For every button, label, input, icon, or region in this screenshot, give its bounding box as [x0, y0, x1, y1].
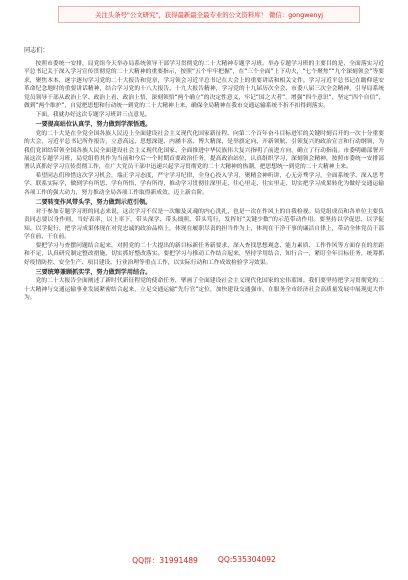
qq-group-number: QQ群：31991489: [132, 556, 198, 565]
paragraph: 希望同志们珍惜这次学习机会，端正学习态度，严守学习纪律，全身心投入学习，聚精会神听讲，心无旁骛学习，全面系统学、深入思考学、联系实际学，做到学有所思、学有所悟、学有所得，推动学习贯彻往深里走、往心里走、往实里走，切实把学习成果转化为做好交通运输各项工作的强大动力，努力推动全局各项工作取得新成效、迈上新台阶。: [24, 172, 384, 196]
promo-banner-text: 关注头条号"公文研究"，获得最新最全最专业的公文资料库！ 微信：gongwenyj: [94, 11, 324, 19]
document-page: [24, 46, 384, 546]
section-heading-2: 二要转变作风带头学，努力做到示范引领。: [35, 199, 152, 207]
paragraph: 要把学习与查摆问题结合起来，对照党的二十大提出的新目标新任务新要求，深入查找思想观念、能力素质、工作作风等方面存在的差距和不足，认真研究制定整改措施，切实抓好整改落实。要把学习与推动工作结合起来，坚持学用结合、知行合一，紧盯全年目标任务，统筹抓好疫情防控、安全生产、项目建设、行业治理等重点工作，以实际行动和工作成效检验学习效果。: [24, 242, 384, 266]
footer-contact: [0, 555, 408, 569]
qq-number: QQ:535304092: [217, 555, 276, 564]
paragraph: 按照市委统一安排，局党组今天举办局系统领导干部学习贯彻党的二十大精神专题学习班。举办专题学习班的主要目的是，全面落实习近平总书记关于深入学习宣传贯彻党的二十大精神的重要指示，按照“五个牢牢把握”，在“三个全面”上下功夫，“七个聚焦”“九个深刻领会”等要求，聚焦本本，逐字逐句学习党的二十大报告和党章，学习领会习近平总书记在大会上的重要讲话和相关文件。学习习近平总书记在瞻仰延安革命纪念地时的重要讲话精神，结合学习党的十八大报告、十九大报告精神，学习党的十九届历次全会、市委八届三次全会精神，引导局系统党员领导干部从政治上学、政治上看、政治上悟，深刻领悟“两个确立”的决定性意义，牢记“国之大者”，增强“四个意识”、坚定“四个自信”、做到“两个维护”，自觉把思想和行动统一到党的二十大精神上来，确保全局精神在我市交通运输系统不折不扣得到落实。: [24, 61, 384, 110]
paragraph: 对于参加专题学习班的同志来说，这次学习不仅是一次触及灵魂的内心洗礼，也是一次在作风上的自我检视。局党组成员和各单位主要负责同志要以身作则，当好表率，以上率下，带头深学、带头细照、带头笃行，发挥好“关键少数”的示范带动作用。要坚持以学促思、以学促知、以学促行，把学习成果体现在对党忠诚的政治品格上，体现在履职尽责的担当作为上，体现在干净干事的廉洁自律上，带动全体党员干部学在前、干在前。: [24, 208, 384, 241]
section-heading-1: 一要提高站位认真学，努力做到学深悟透。: [35, 121, 152, 129]
paragraph: 党的二十大报告全面阐述了新时代新征程党的使命任务，擘画了全面建设社会主义现代化国家的宏伟蓝图。我们要坚持把学习贯彻党的二十大精神与交通运输事业发展紧密结合起来，立足交通运输“先行官”定位，加快建设交通强市，在服务全市经济社会高质量发展中展现更大作为。: [24, 278, 384, 302]
section-heading-3: 三要统筹兼顾抓实学，努力做到学用结合。: [35, 268, 152, 276]
salutation: 同志们：: [24, 47, 49, 54]
paragraph: 党的二十大是在全党全国各族人民迈上全面建设社会主义现代化国家新征程、向第二个百年奋斗目标进军的关键时刻召开的一次十分重要的大会，习近平总书记所作报告，立意高远、思想深邃、内涵丰富、博大精深，是举旗定向、开新领航、引领复兴的政治宣言和行动纲领，为我们党团结带领全国各族人民全面建设社会主义现代化国家、全面推进中华民族伟大复兴指明了前进方向，确立了行动指南。市委明确部署开展这次专题学习班，局党组将其作为当前和今后一个时期首要政治任务，提高政治站位，认真组织学习，深刻领会精神，按照市委统一安排部署认真抓好学习宣传贯彻工作，在广大党员干部中迅速兴起学习贯彻党的二十大精神的热潮，把思想统一到党的二十大精神上来。: [24, 130, 384, 171]
paragraph: 下面，我就办好这次专题学习班讲三点意见。: [35, 111, 151, 118]
promo-banner: [58, 6, 360, 23]
